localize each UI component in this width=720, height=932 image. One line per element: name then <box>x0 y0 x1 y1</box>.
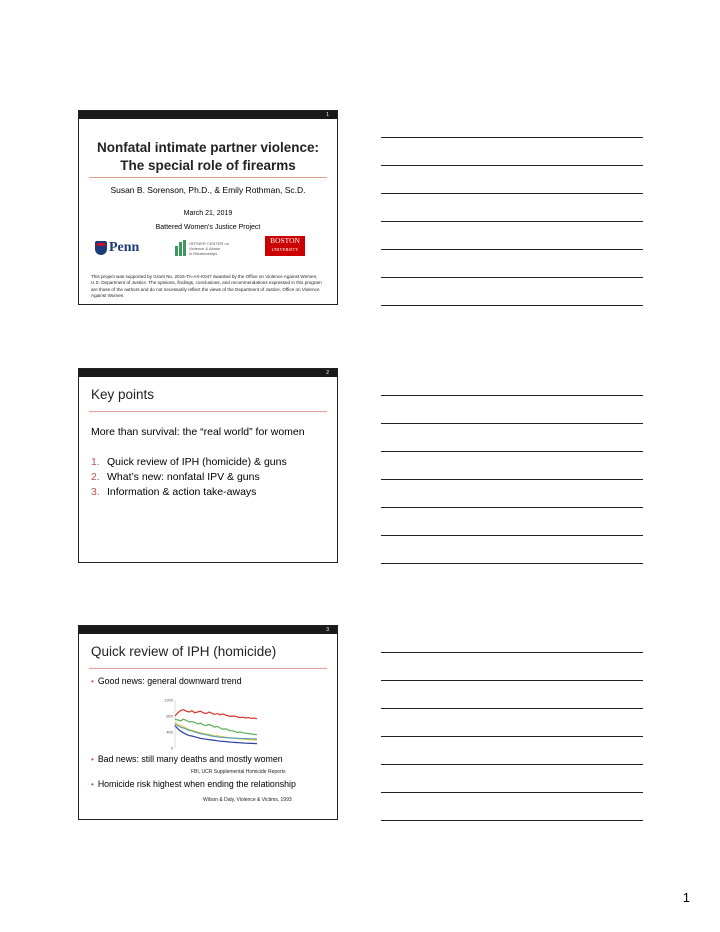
slide-1 <box>78 110 338 305</box>
title-line-2: The special role of firearms <box>120 158 296 173</box>
bullet-text: Good news: general downward trend <box>97 676 242 686</box>
citation-fbi: FBI, UCR Supplemental Homicide Reports <box>191 769 286 775</box>
bullet-risk <box>91 779 296 789</box>
organization: Battered Women’s Justice Project <box>155 224 261 231</box>
notes-line <box>381 165 643 166</box>
bullet-icon: • <box>91 677 94 686</box>
notes-line <box>381 423 643 424</box>
penn-wordmark: Penn <box>109 240 140 255</box>
title-divider <box>89 668 327 669</box>
page-number: 1 <box>682 890 690 905</box>
list-number: 1. <box>91 456 100 468</box>
list-item <box>91 485 287 500</box>
slide-header-bar <box>79 369 337 377</box>
y-tick-label: 400 <box>166 729 173 735</box>
slide-header-bar <box>79 626 337 634</box>
homicide-trend-chart <box>159 696 259 752</box>
authors: Susan B. Sorenson, Ph.D., & Emily Rothman, Sc.D. <box>110 185 306 195</box>
series-line-green <box>175 719 257 735</box>
list-number: 3. <box>91 486 100 498</box>
bullet-good-news <box>91 676 242 686</box>
slide-title <box>79 139 337 175</box>
bu-line-2: UNIVERSITY <box>271 247 299 252</box>
notes-line <box>381 792 643 793</box>
bullet-bad-news <box>91 754 283 764</box>
list-text: Information & action take-aways <box>107 486 257 498</box>
notes-line <box>381 451 643 452</box>
bullet-icon: • <box>91 755 94 764</box>
notes-line <box>381 305 643 306</box>
date: March 21, 2019 <box>183 210 233 217</box>
series-line-yellow <box>175 722 257 740</box>
title-divider <box>89 411 327 412</box>
bu-line-1: BOSTON <box>270 236 300 245</box>
ortner-text: ORTNER CENTER on Violence & Abuse in Relationships <box>189 240 229 256</box>
y-tick-label: 800 <box>166 713 173 719</box>
slide-number: 3 <box>326 627 329 633</box>
notes-line <box>381 221 643 222</box>
title-divider <box>89 177 327 178</box>
bullet-icon: • <box>91 780 94 789</box>
list-item <box>91 455 287 470</box>
notes-line <box>381 535 643 536</box>
notes-line <box>381 479 643 480</box>
list-text: Quick review of IPH (homicide) & guns <box>107 456 287 468</box>
notes-line <box>381 764 643 765</box>
notes-line <box>381 680 643 681</box>
slide-number: 2 <box>326 370 329 376</box>
ortner-bars-icon <box>175 240 186 256</box>
notes-line <box>381 507 643 508</box>
series-line-red <box>175 710 257 719</box>
notes-line <box>381 395 643 396</box>
intro-text: More than survival: the “real world” for women <box>91 426 305 438</box>
y-tick-label: 0 <box>170 745 173 751</box>
notes-line <box>381 820 643 821</box>
title-line-1: Nonfatal intimate partner violence: <box>96 140 320 155</box>
notes-line <box>381 193 643 194</box>
list-number: 2. <box>91 471 100 483</box>
boston-university-logo <box>265 236 305 256</box>
slide-header-bar <box>79 111 337 119</box>
slide-title: Key points <box>91 387 155 402</box>
notes-line <box>381 652 643 653</box>
list-text: What’s new: nonfatal IPV & guns <box>107 471 260 483</box>
citation-wilson-daly: Wilson & Daly, Violence & Victims, 1993 <box>203 797 292 803</box>
slide-title: Quick review of IPH (homicide) <box>91 644 277 659</box>
notes-line <box>381 708 643 709</box>
key-points-list <box>91 455 287 500</box>
slide-number: 1 <box>326 112 329 118</box>
penn-logo <box>95 239 139 257</box>
list-item <box>91 470 287 485</box>
bullet-text: Homicide risk highest when ending the relationship <box>97 779 296 789</box>
ortner-center-logo <box>175 240 233 256</box>
bullet-text: Bad news: still many deaths and mostly women <box>97 754 283 764</box>
notes-line <box>381 249 643 250</box>
notes-line <box>381 563 643 564</box>
funding-disclaimer: This project was supported by Grant No. 2016-TA-AX-K047 awarded by the Office on Violence Against Women, U.S. Department of Justice. The opinions, findings, conclusions, and recommendations expressed in this program are those of the authors and do not necessarily reflect the views of the Department of Justice, Office on Violence Against Women. <box>91 274 322 298</box>
notes-line <box>381 736 643 737</box>
penn-shield-icon <box>95 241 107 255</box>
slide-2 <box>78 368 338 563</box>
notes-line <box>381 137 643 138</box>
notes-line <box>381 277 643 278</box>
y-tick-label: 1200 <box>164 697 173 703</box>
slide-3 <box>78 625 338 820</box>
